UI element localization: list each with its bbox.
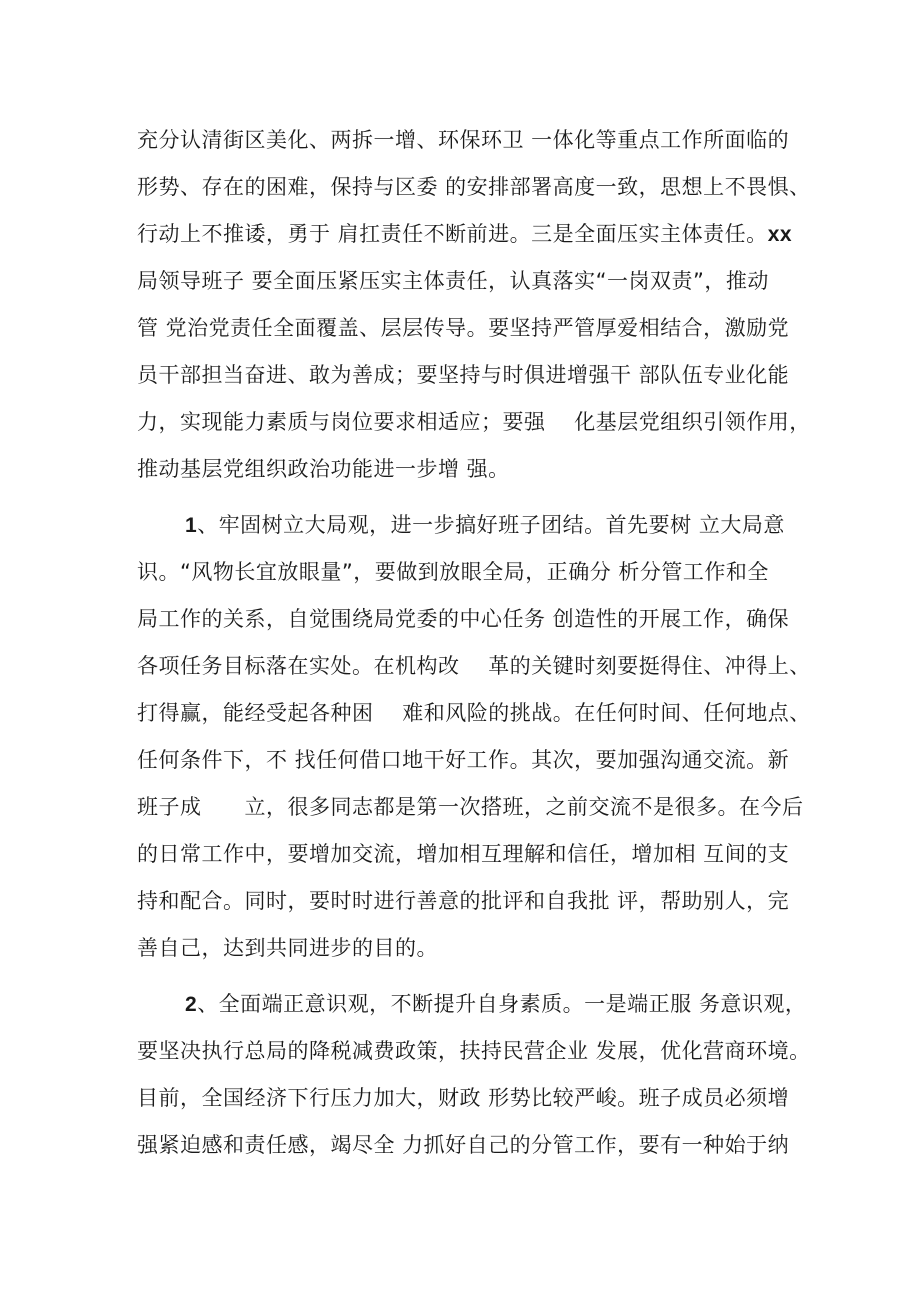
text-line: 要坚决执行总局的降税减费政策，扶持民营企业 发展，优化营商环境。 xyxy=(137,1039,811,1063)
text-line: 推动基层党组织政治功能进一步增 强。 xyxy=(137,457,510,481)
text-line: 各项任务目标落在实处。在机构改 革的关键时刻要挺得住、冲得上、 xyxy=(137,654,811,678)
text-line: 持和配合。同时，要时时进行善意的批评和自我批 评，帮助别人，完 xyxy=(137,889,790,913)
text-line: 管 党治党责任全面覆盖、层层传导。要坚持严管厚爱相结合，激励党 xyxy=(137,316,790,340)
section-number: 2 xyxy=(185,993,198,1016)
text-line: 局工作的关系，自觉围绕局党委的中心任务 创造性的开展工作，确保 xyxy=(137,607,790,631)
text-line: 局领导班子 要全面压紧压实主体责任，认真落实“一岗双责”，推动 xyxy=(137,269,769,293)
bold-abbreviation: xx xyxy=(767,223,793,246)
text-line xyxy=(137,219,792,249)
text-line: 强紧迫感和责任感，竭尽全 力抓好自己的分管工作，要有一种始于纳 xyxy=(137,1133,790,1157)
section-number: 1 xyxy=(185,514,198,537)
text-segment: 行动上不推诿，勇于 肩扛责任不断前进。三是全面压实主体责任。 xyxy=(137,222,768,246)
text-segment: 、全面端正意识观，不断提升自身素质。一是端正服 务意识观， xyxy=(197,992,807,1016)
text-line: 的日常工作中，要增加交流，增加相互理解和信任，增加相 互间的支 xyxy=(137,842,790,866)
paragraph-first-line xyxy=(185,510,785,540)
text-line: 打得赢，能经受起各种困 难和风险的挑战。在任何时间、任何地点、 xyxy=(137,701,811,725)
text-line: 识。“风物长宜放眼量”，要做到放眼全局，正确分 析分管工作和全 xyxy=(137,560,769,584)
text-line: 充分认清街区美化、两拆一增、环保环卫 一体化等重点工作所面临的 xyxy=(137,128,790,152)
text-segment: 、牢固树立大局观，进一步搞好班子团结。首先要树 立大局意 xyxy=(197,513,785,537)
text-line: 形势、存在的困难，保持与区委 的安排部署高度一致，思想上不畏惧、 xyxy=(137,175,811,199)
text-line: 目前，全国经济下行压力加大，财政 形势比较严峻。班子成员必须增 xyxy=(137,1086,790,1110)
text-line: 善自己，达到共同进步的目的。 xyxy=(137,936,438,960)
text-line: 员干部担当奋进、敢为善成；要坚持与时俱进增强干 部队伍专业化能 xyxy=(137,363,790,387)
text-line: 力，实现能力素质与岗位要求相适应；要强 化基层党组织引领作用， xyxy=(137,410,811,434)
paragraph-first-line xyxy=(185,989,806,1019)
text-line: 任何条件下，不 找任何借口地干好工作。其次，要加强沟通交流。新 xyxy=(137,748,790,772)
text-line: 班子成 立，很多同志都是第一次搭班，之前交流不是很多。在今后 xyxy=(137,795,804,819)
